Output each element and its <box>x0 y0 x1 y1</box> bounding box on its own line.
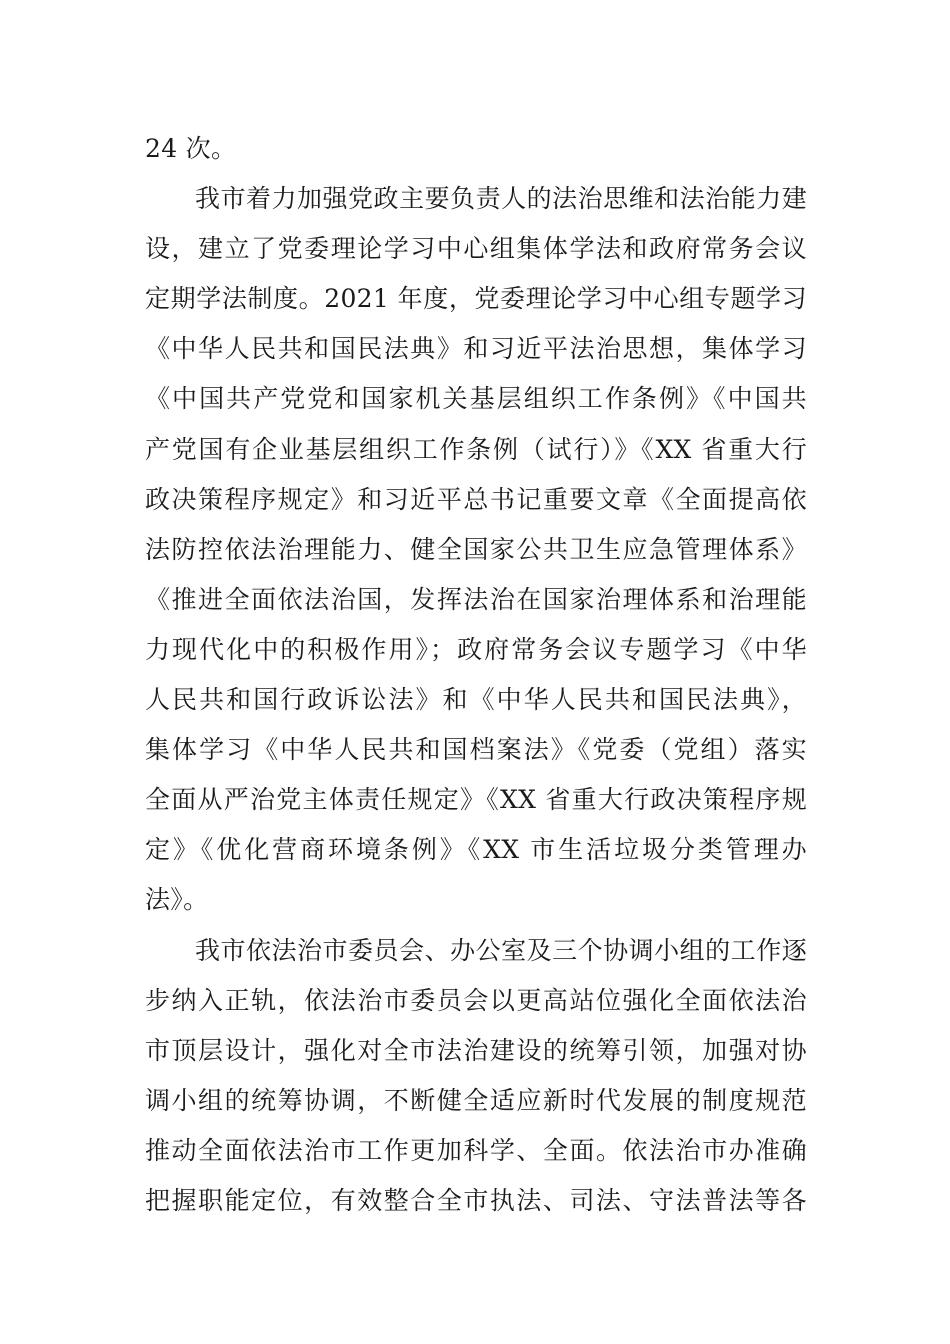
text-line: 法》。 <box>145 885 209 915</box>
text-line: 政决策程序规定》和习近平总书记重要文章《全面提高依 <box>145 484 807 514</box>
text-line: 《推进全面依法治国，发挥法治在国家治理体系和治理能 <box>145 584 807 614</box>
text-line: 《中华人民共和国民法典》和习近平法治思想，集体学习 <box>145 334 807 364</box>
text-line: 产党国有企业基层组织工作条例（试行）》《XX 省重大行 <box>145 434 807 464</box>
text-line: 法防控依法治理能力、健全国家公共卫生应急管理体系》 <box>145 534 807 564</box>
text-line: 全面从严治党主体责任规定》《XX 省重大行政决策程序规 <box>145 785 807 815</box>
text-line: 力现代化中的积极作用》；政府常务会议专题学习《中华 <box>145 634 807 664</box>
text-line: 我市依法治市委员会、办公室及三个协调小组的工作逐 <box>195 935 807 965</box>
paragraph-1 <box>145 124 807 174</box>
text-line: 《中国共产党党和国家机关基层组织工作条例》《中国共 <box>145 384 807 414</box>
paragraph-3 <box>145 926 807 1227</box>
document-body <box>145 124 807 1226</box>
text-line: 市顶层设计，强化对全市法治建设的统筹引领，加强对协 <box>145 1035 807 1065</box>
text-line: 把握职能定位，有效整合全市执法、司法、守法普法等各 <box>145 1185 807 1215</box>
text-line: 24 次。 <box>145 134 237 163</box>
text-line: 推动全面依法治市工作更加科学、全面。依法治市办准确 <box>145 1135 807 1165</box>
paragraph-2 <box>145 174 807 925</box>
text-line: 调小组的统筹协调，不断健全适应新时代发展的制度规范 <box>145 1085 807 1115</box>
text-line: 集体学习《中华人民共和国档案法》《党委（党组）落实 <box>145 735 807 765</box>
text-line: 定期学法制度。2021 年度，党委理论学习中心组专题学习 <box>145 284 807 314</box>
text-line: 设，建立了党委理论学习中心组集体学法和政府常务会议 <box>145 234 807 264</box>
text-line: 我市着力加强党政主要负责人的法治思维和法治能力建 <box>195 184 807 214</box>
text-line: 定》《优化营商环境条例》《XX 市生活垃圾分类管理办 <box>145 835 807 865</box>
text-line: 步纳入正轨，依法治市委员会以更高站位强化全面依法治 <box>145 985 807 1015</box>
text-line: 人民共和国行政诉讼法》和《中华人民共和国民法典》， <box>145 685 807 715</box>
